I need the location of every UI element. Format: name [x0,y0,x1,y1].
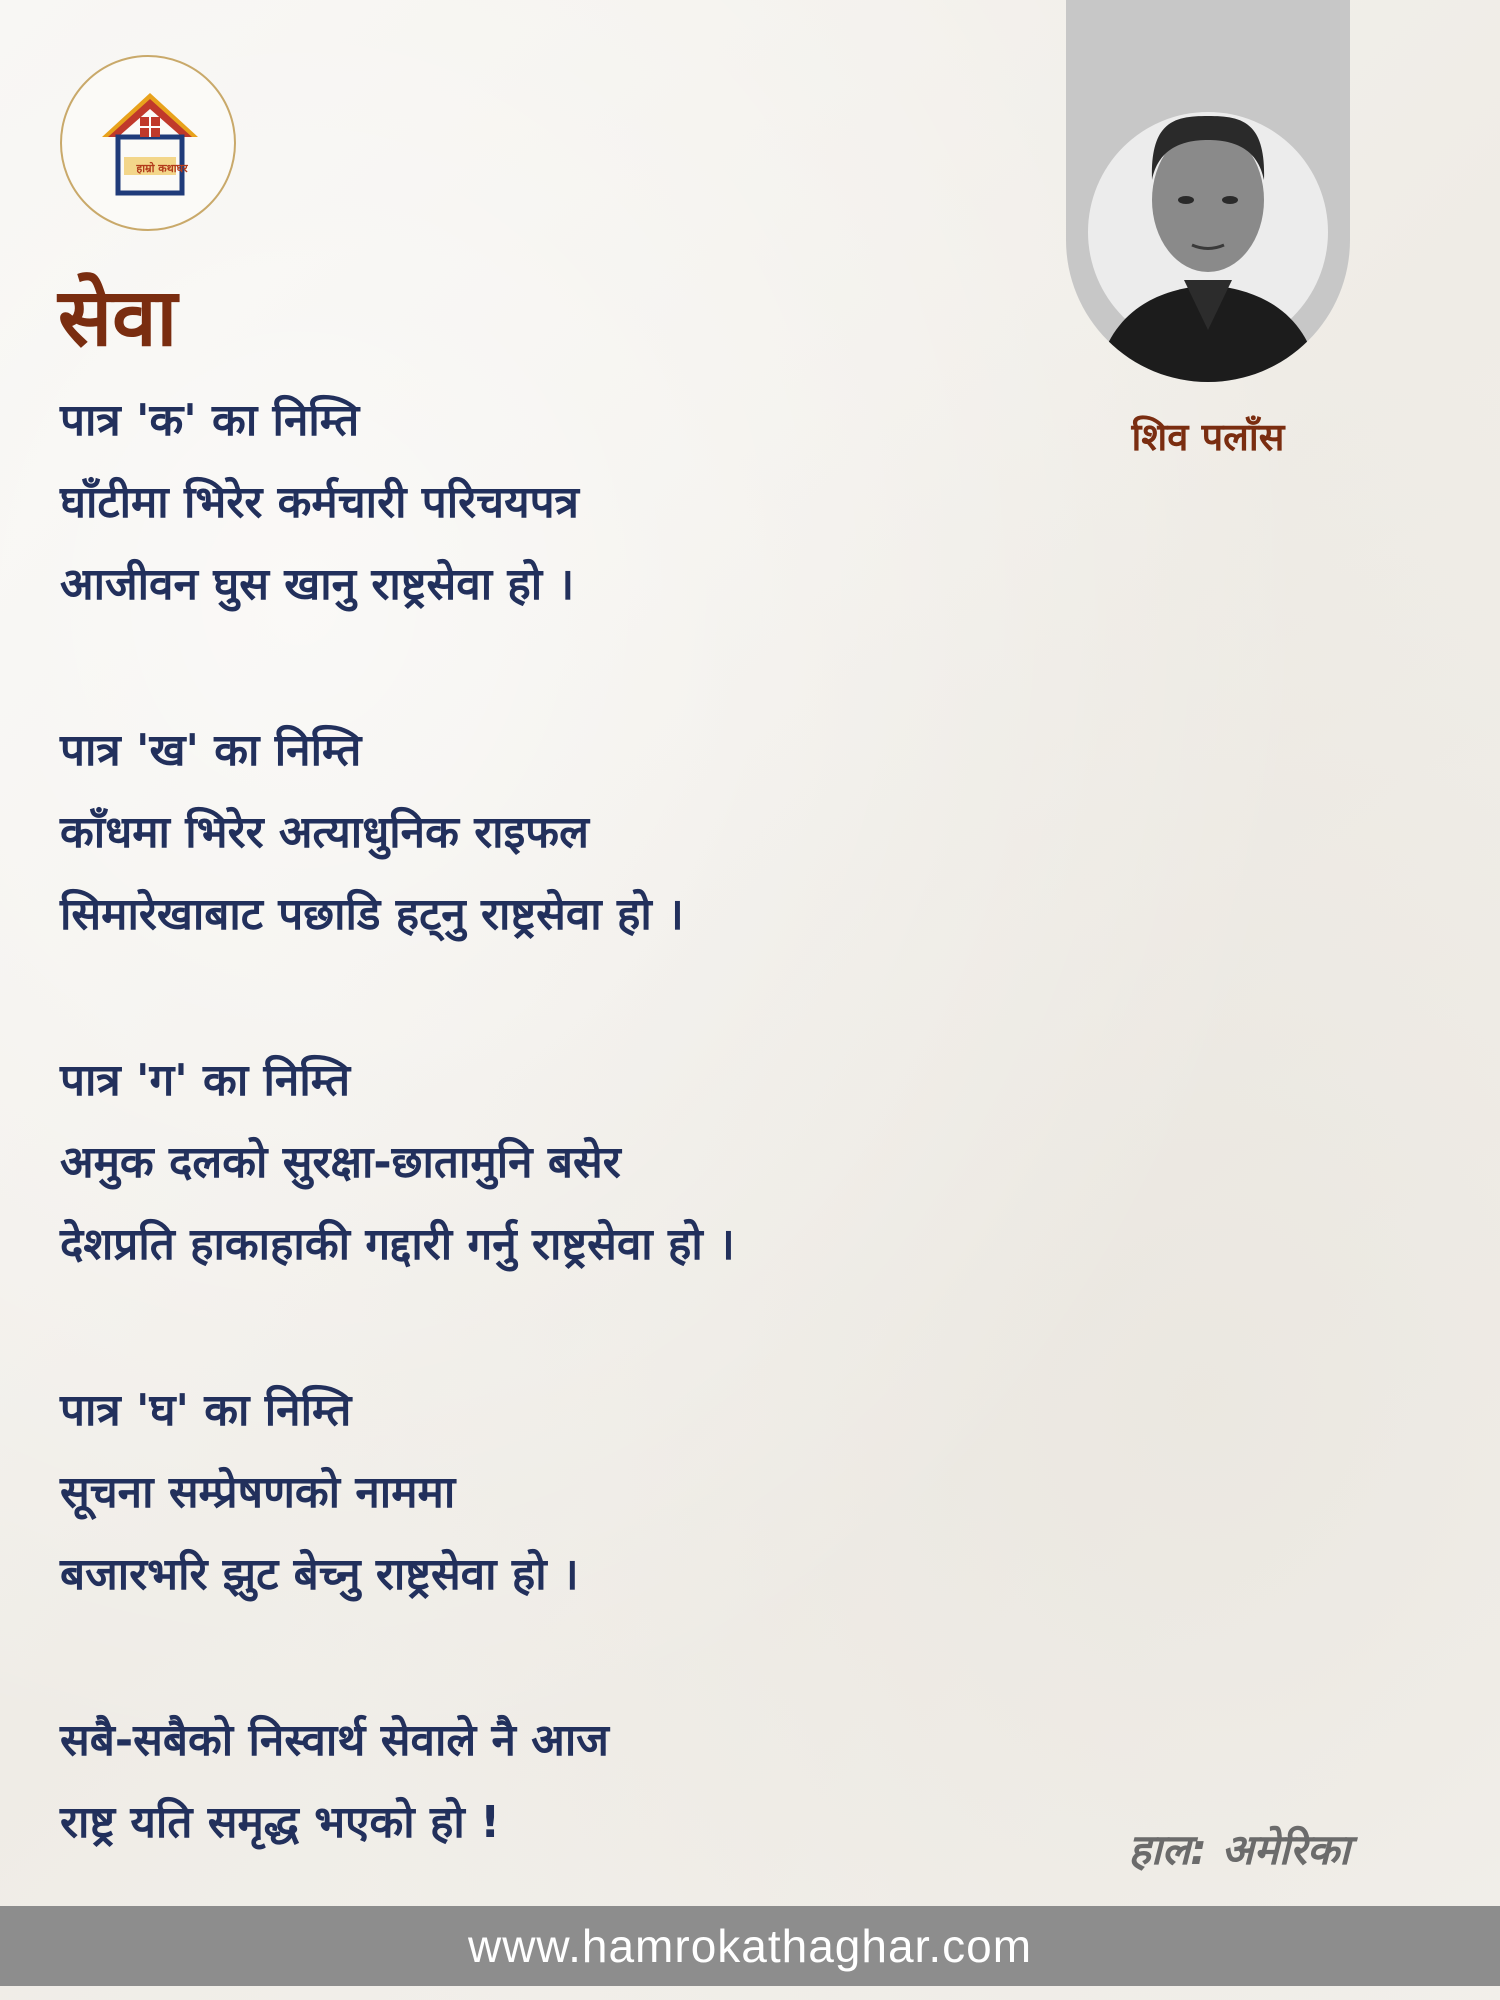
author-location: हाल: अमेरिका [1128,1825,1350,1874]
site-logo [60,55,236,231]
logo-text: हाम्रो कथाघर [136,162,188,175]
poem-line: सबै-सबैको निस्वार्थ सेवाले नै आज [60,1715,609,1766]
stanza [60,1370,1020,1616]
author-name: शिव पलाँस [1131,415,1285,459]
poem-title: सेवा [58,271,178,364]
house-icon [62,57,238,233]
footer-bar [0,1906,1500,1986]
stanza [60,1700,1020,1864]
poem-body [60,380,1020,1948]
poem-line: पात्र 'घ' का निम्ति [60,1385,352,1436]
poem-line: बजारभरि झुट बेच्नु राष्ट्रसेवा हो । [60,1549,579,1600]
poem-line: सूचना सम्प्रेषणको नाममा [60,1467,456,1518]
stanza [60,1040,1020,1286]
poem-line: आजीवन घुस खानु राष्ट्रसेवा हो । [60,559,575,610]
stanza [60,380,1020,626]
poem-line: काँधमा भिरेर अत्याधुनिक राइफल [60,807,589,858]
portrait-icon [1066,0,1350,382]
poem-line: अमुक दलको सुरक्षा-छातामुनि बसेर [60,1137,621,1188]
poem-line: घाँटीमा भिरेर कर्मचारी परिचयपत्र [60,477,579,528]
poem-line: राष्ट्र यति समृद्ध भएको हो ! [60,1797,501,1848]
author-photo [1066,0,1350,382]
poem-line: पात्र 'ख' का निम्ति [60,725,362,776]
website-link[interactable]: www.hamrokathaghar.com [467,1920,1033,1972]
poem-line: पात्र 'क' का निम्ति [60,395,360,446]
poem-line: सिमारेखाबाट पछाडि हट्नु राष्ट्रसेवा हो । [60,889,684,940]
poem-line: पात्र 'ग' का निम्ति [60,1055,351,1106]
stanza [60,710,1020,956]
poem-line: देशप्रति हाकाहाकी गद्दारी गर्नु राष्ट्रसेवा हो । [60,1219,735,1270]
